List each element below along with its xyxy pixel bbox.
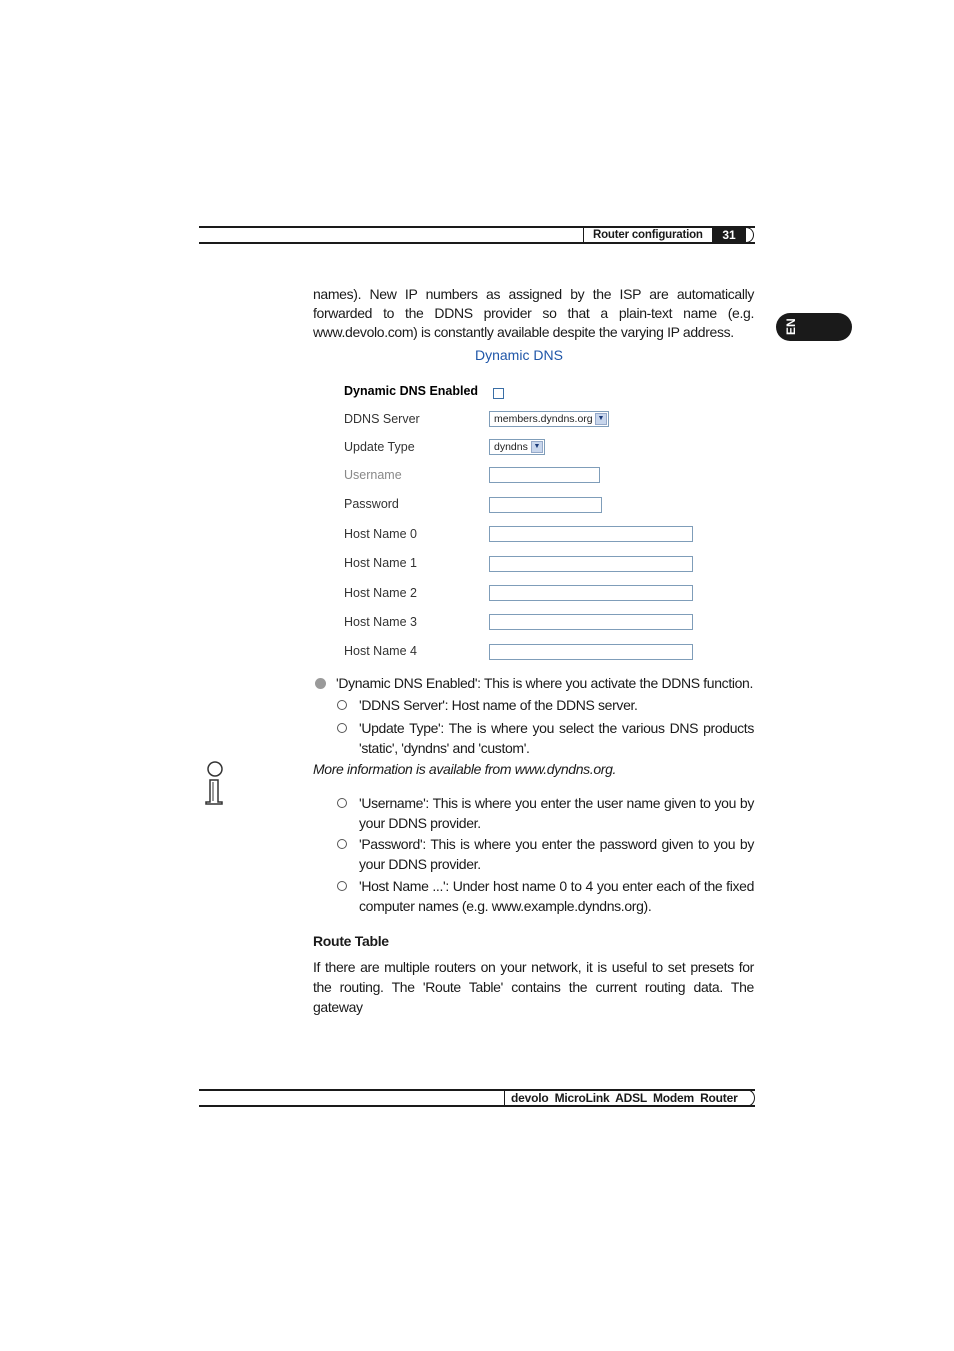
bullet-open-icon xyxy=(337,723,347,733)
host-name-0-field[interactable] xyxy=(489,526,693,542)
bullet-open-icon xyxy=(337,700,347,710)
header-end-cap xyxy=(740,227,754,243)
ddns-server-select[interactable] xyxy=(489,411,609,427)
form-title: Dynamic DNS xyxy=(475,347,563,363)
username-field[interactable] xyxy=(489,467,600,483)
page-number: 31 xyxy=(712,228,746,243)
host-name-1-label: Host Name 1 xyxy=(344,556,417,570)
ddns-server-value: members.dyndns.org xyxy=(494,413,593,425)
ddns-enabled-label: Dynamic DNS Enabled xyxy=(344,384,479,398)
bullet-username: 'Username': This is where you enter the user name given to you by your DDNS provider. xyxy=(359,795,754,831)
language-tab xyxy=(776,313,852,341)
bullet-ddns-enabled: 'Dynamic DNS Enabled': This is where you activate the DDNS function. xyxy=(336,675,754,691)
ddns-enabled-checkbox[interactable] xyxy=(493,388,504,399)
header-section-title: Router configuration xyxy=(583,228,710,243)
host-name-3-label: Host Name 3 xyxy=(344,615,417,629)
bullet-host-name: 'Host Name ...': Under host name 0 to 4 you enter each of the fixed computer names (e.g. www.example.dyndns.org). xyxy=(359,878,754,914)
update-type-value: dyndns xyxy=(494,441,528,453)
bullet-update-type: 'Update Type': The is where you select the various DNS products 'static', 'dyndns' and 'custom'. xyxy=(359,720,754,756)
chevron-down-icon: ▼ xyxy=(595,413,607,425)
host-name-4-label: Host Name 4 xyxy=(344,644,417,658)
bullet-open-icon xyxy=(337,798,347,808)
route-table-paragraph: If there are multiple routers on your network, it is useful to set presets for the routing. The 'Route Table' contains the current routing data. The gateway xyxy=(313,959,754,1015)
language-tab-label: EN xyxy=(784,318,798,335)
footer-product-name: devolo MicroLink ADSL Modem Router xyxy=(504,1090,744,1106)
password-field[interactable] xyxy=(489,497,602,513)
update-type-label: Update Type xyxy=(344,440,415,454)
route-table-heading: Route Table xyxy=(313,933,389,949)
bullet-open-icon xyxy=(337,881,347,891)
password-label: Password xyxy=(344,497,399,511)
username-label: Username xyxy=(344,468,402,482)
host-name-1-field[interactable] xyxy=(489,556,693,572)
note-text: More information is available from www.dyndns.org. xyxy=(313,761,617,777)
bullet-ddns-server: 'DDNS Server': Host name of the DDNS server. xyxy=(359,697,638,713)
bullet-filled-icon xyxy=(315,678,326,689)
host-name-3-field[interactable] xyxy=(489,614,693,630)
host-name-2-label: Host Name 2 xyxy=(344,586,417,600)
info-note-icon xyxy=(202,760,226,806)
chevron-down-icon: ▼ xyxy=(531,441,543,453)
host-name-2-field[interactable] xyxy=(489,585,693,601)
host-name-4-field[interactable] xyxy=(489,644,693,660)
bullet-password: 'Password': This is where you enter the password given to you by your DDNS provider. xyxy=(359,836,754,872)
intro-paragraph: names). New IP numbers as assigned by the ISP are automatically forwarded to the DDNS provider so that a plain-text name (e.g. www.devolo.com) is constantly available despite the varying IP address. xyxy=(313,286,754,340)
update-type-select[interactable] xyxy=(489,439,545,455)
host-name-0-label: Host Name 0 xyxy=(344,527,417,541)
ddns-server-label: DDNS Server xyxy=(344,412,420,426)
bullet-open-icon xyxy=(337,839,347,849)
